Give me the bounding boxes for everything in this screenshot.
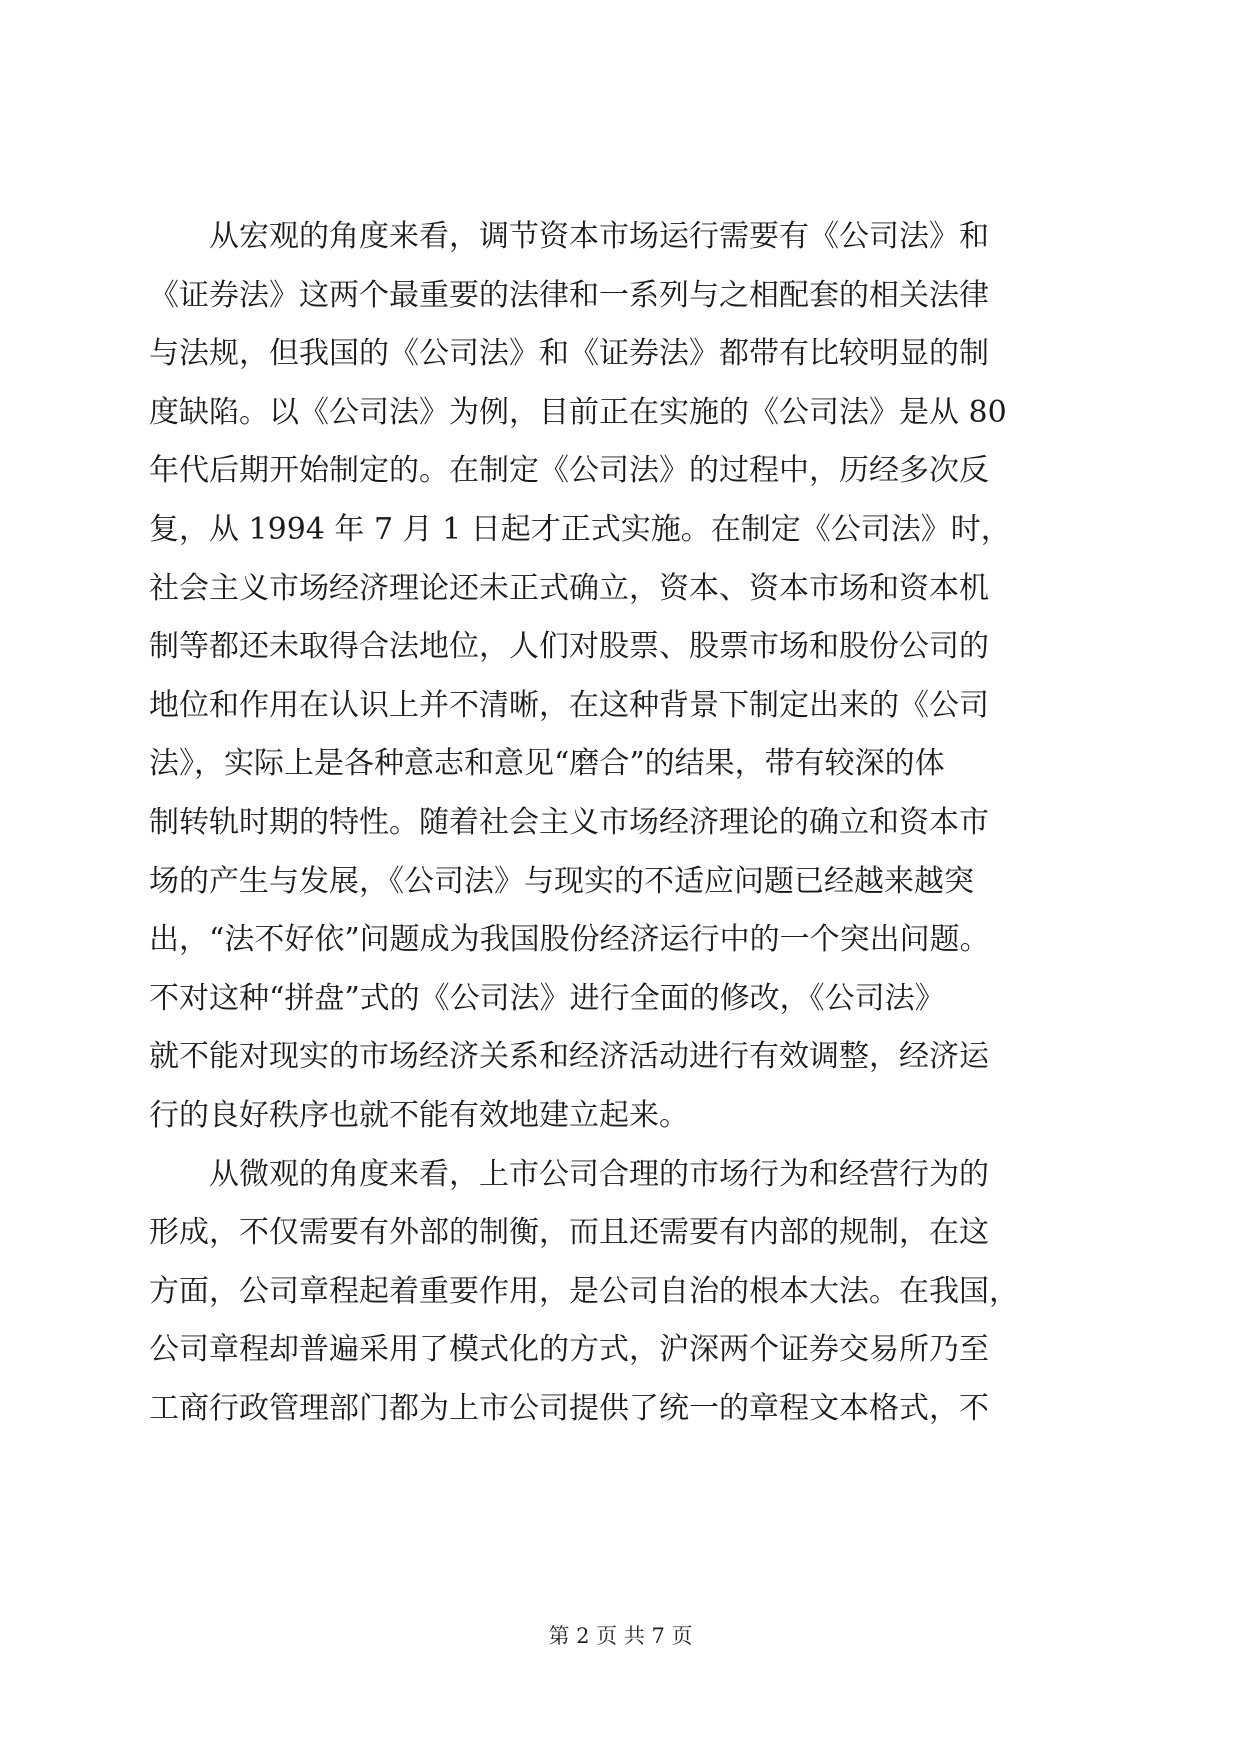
text-line: 场的产生与发展，《公司法》与现实的不适应问题已经越来越突 (149, 863, 974, 899)
page-number-footer: 第 2 页 共 7 页 (548, 1624, 693, 1648)
text-line: 制转轨时期的特性。随着社会主义市场经济理论的确立和资本市 (149, 804, 989, 840)
text-line: 不对这种“拼盘”式的《公司法》进行全面的修改，《公司法》 (149, 980, 945, 1016)
text-line: 行的良好秩序也就不能有效地建立起来。 (149, 1097, 689, 1133)
text-line: 公司章程却普遍采用了模式化的方式，沪深两个证券交易所乃至 (149, 1332, 989, 1368)
text-line: 制等都还未取得合法地位，人们对股票、股票市场和股份公司的 (149, 629, 989, 665)
text-line: 法》，实际上是各种意志和意见“磨合”的结果，带有较深的体 (149, 746, 945, 782)
text-line: 工商行政管理部门都为上市公司提供了统一的章程文本格式，不 (149, 1390, 989, 1426)
text-line: 从宏观的角度来看，调节资本市场运行需要有《公司法》和 (209, 219, 989, 254)
text-line: 与法规，但我国的《公司法》和《证券法》都带有比较明显的制 (149, 336, 989, 372)
text-line: 形成，不仅需要有外部的制衡，而且还需要有内部的规制，在这 (149, 1215, 989, 1251)
text-line: 《证券法》这两个最重要的法律和一系列与之相配套的相关法律 (149, 277, 989, 313)
text-line: 方面，公司章程起着重要作用，是公司自治的根本大法。在我国， (149, 1273, 1019, 1309)
body-text (149, 208, 1094, 1438)
text-line: 复，从 1994 年 7 月 1 日起才正式实施。在制定《公司法》时， (149, 511, 1011, 547)
text-line: 从微观的角度来看，上市公司合理的市场行为和经营行为的 (209, 1156, 989, 1192)
text-line: 地位和作用在认识上并不清晰，在这种背景下制定出来的《公司 (149, 687, 989, 723)
text-line: 社会主义市场经济理论还未正式确立，资本、资本市场和资本机 (149, 570, 989, 606)
text-line: 度缺陷。以《公司法》为例，目前正在实施的《公司法》是从 80 (149, 394, 1007, 430)
text-line: 出，“法不好依”问题成为我国股份经济运行中的一个突出问题。 (149, 922, 990, 958)
text-line: 年代后期开始制定的。在制定《公司法》的过程中，历经多次反 (149, 453, 989, 489)
text-line: 就不能对现实的市场经济关系和经济活动进行有效调整，经济运 (149, 1039, 989, 1075)
